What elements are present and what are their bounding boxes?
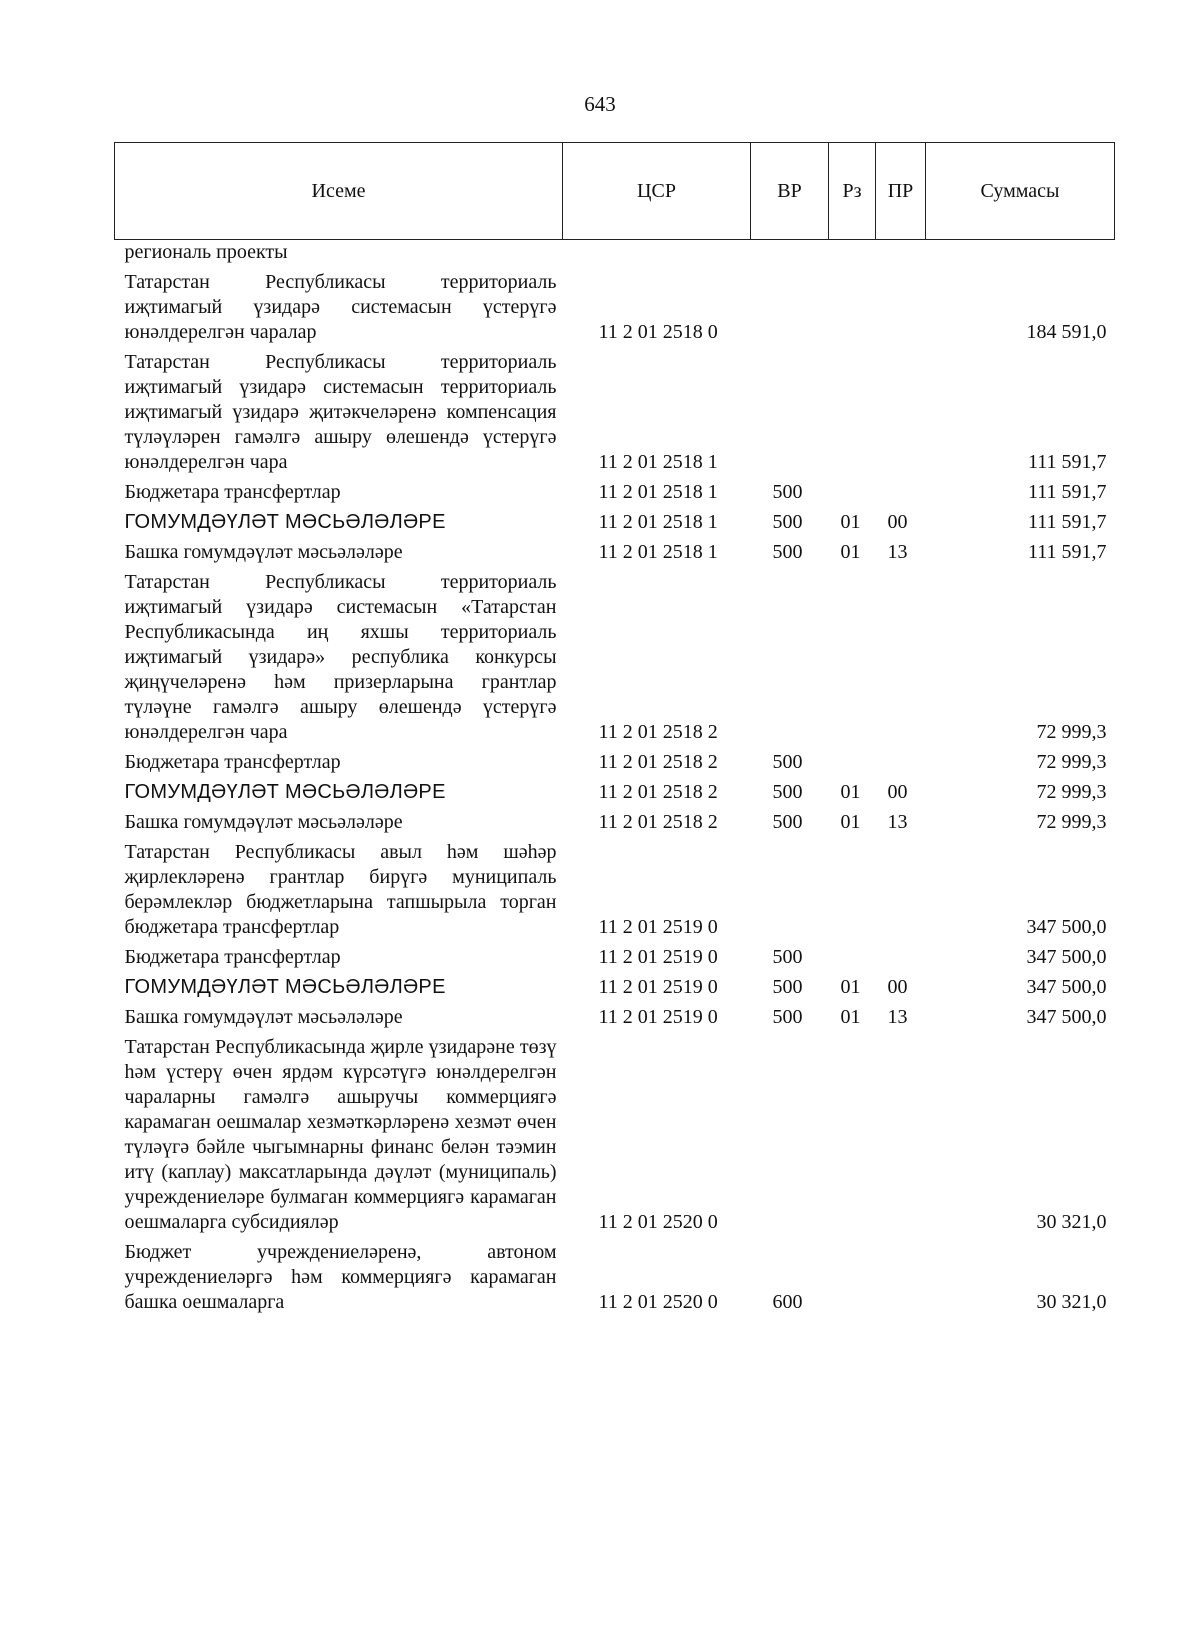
- row-sum: [926, 240, 1115, 271]
- table-row: [115, 240, 1115, 271]
- row-name: ГОМУМДӘҮЛӘТ МӘСЬӘЛӘЛӘРЕ: [124, 781, 446, 803]
- row-vr: [751, 840, 829, 945]
- table-row: [115, 1240, 1115, 1320]
- row-csr: [563, 240, 751, 271]
- header-sum: Суммасы: [926, 143, 1115, 240]
- row-vr: 500: [772, 976, 803, 998]
- row-name: региональ проекты: [124, 241, 288, 263]
- row-name: Башка гомумдәүләт мәсьәләләре: [124, 541, 403, 563]
- table-row: [115, 350, 1115, 480]
- row-csr: 11 2 01 2518 1: [598, 541, 718, 563]
- table-row: [115, 840, 1115, 945]
- row-pr: 00: [887, 781, 908, 803]
- row-rz: [829, 945, 876, 975]
- row-csr: 11 2 01 2519 0: [598, 976, 718, 998]
- row-name: Бюджетара трансфертлар: [124, 481, 341, 503]
- header-name: Исеме: [115, 143, 563, 240]
- row-pr: 00: [887, 511, 908, 533]
- row-rz: 01: [840, 811, 861, 833]
- row-sum: 184 591,0: [1026, 321, 1107, 343]
- row-pr: [876, 840, 926, 945]
- row-vr: 500: [772, 811, 803, 833]
- row-vr: [751, 350, 829, 480]
- row-pr: 13: [887, 811, 908, 833]
- row-sum: 72 999,3: [1036, 781, 1107, 803]
- row-rz: [829, 1240, 876, 1320]
- header-csr: ЦСР: [563, 143, 751, 240]
- row-csr: 11 2 01 2518 2: [598, 721, 718, 743]
- table-header: [115, 143, 1115, 240]
- header-vr: ВР: [751, 143, 829, 240]
- row-pr: [876, 1240, 926, 1320]
- table-row: [115, 480, 1115, 510]
- row-csr: 11 2 01 2518 2: [598, 751, 718, 773]
- row-rz: [829, 480, 876, 510]
- row-name: Татарстан Республикасы территориаль иҗтимагый үзидарә системасын үстерүгә юнәлдерелгән чаралар: [124, 271, 557, 343]
- row-vr: [751, 570, 829, 750]
- row-rz: 01: [840, 1006, 861, 1028]
- row-rz: [829, 350, 876, 480]
- table-row-section: [115, 510, 1115, 540]
- row-pr: 00: [887, 976, 908, 998]
- row-pr: [876, 750, 926, 780]
- page-number: 643: [584, 92, 616, 116]
- table-row: [115, 1035, 1115, 1240]
- table-row-section: [115, 975, 1115, 1005]
- row-name: Татарстан Республикасы территориаль иҗтимагый үзидарә системасын территориаль иҗтимагый үзидарә җитәкчеләренә компенсация түләүләрен гамәлгә ашыру өлешендә үстерүгә юнәлдерелгән чара: [124, 351, 557, 473]
- row-csr: 11 2 01 2519 0: [598, 1006, 718, 1028]
- row-name: Татарстан Республикасы территориаль иҗтимагый үзидарә системасын «Татарстан Республикасында иң яхшы территориаль иҗтимагый үзидарә» республика конкурсы җиңүчеләренә һәм призерларына грантлар түләүне гамәлгә ашыру өлешендә үстерүгә юнәлдерелгән чара: [124, 571, 557, 743]
- table-row: [115, 810, 1115, 840]
- row-sum: 347 500,0: [1026, 1006, 1107, 1028]
- row-vr: [751, 240, 829, 271]
- row-name: Башка гомумдәүләт мәсьәләләре: [124, 1006, 403, 1028]
- row-name: Бюджетара трансфертлар: [124, 751, 341, 773]
- row-sum: 347 500,0: [1026, 946, 1107, 968]
- row-name: Татарстан Республикасында җирле үзидарәне төзү һәм үстерү өчен ярдәм күрсәтүгә юнәлдерелгән чараларны гамәлгә ашыручы коммерциягә карамаган оешмалар хезмәткәрләренә хезмәт өчен түләүгә бәйле чыгымнарны финанс белән тәэмин итү (каплау) максатларында дәүләт (муниципаль) учреждениеләре булмаган коммерциягә карамаган оешмаларга субсидияләр: [124, 1036, 557, 1233]
- row-sum: 111 591,7: [1027, 511, 1107, 533]
- row-name: Татарстан Республикасы авыл һәм шәһәр җирлекләренә грантлар бирүгә муниципаль берәмлекләр бюджетларына тапшырыла торган бюджетара трансфертлар: [124, 841, 557, 938]
- row-sum: 30 321,0: [1036, 1291, 1107, 1313]
- row-rz: [829, 750, 876, 780]
- row-pr: [876, 350, 926, 480]
- row-csr: 11 2 01 2519 0: [598, 946, 718, 968]
- table-row: [115, 945, 1115, 975]
- row-sum: 72 999,3: [1036, 751, 1107, 773]
- row-rz: 01: [840, 541, 861, 563]
- row-vr: 500: [772, 751, 803, 773]
- row-csr: 11 2 01 2518 0: [598, 321, 718, 343]
- row-pr: [876, 945, 926, 975]
- row-pr: 13: [887, 1006, 908, 1028]
- row-rz: [829, 840, 876, 945]
- row-rz: 01: [840, 511, 861, 533]
- row-name: ГОМУМДӘҮЛӘТ МӘСЬӘЛӘЛӘРЕ: [124, 511, 446, 533]
- row-csr: 11 2 01 2518 2: [598, 811, 718, 833]
- row-pr: 13: [887, 541, 908, 563]
- row-sum: 347 500,0: [1026, 976, 1107, 998]
- row-sum: 111 591,7: [1027, 481, 1107, 503]
- row-name: Бюджетара трансфертлар: [124, 946, 341, 968]
- row-rz: [829, 570, 876, 750]
- header-rz: Рз: [829, 143, 876, 240]
- row-name: Бюджет учреждениеләренә, автоном учреждениеләргә һәм коммерциягә карамаган башка оешмаларга: [124, 1241, 557, 1313]
- row-rz: [829, 1035, 876, 1240]
- row-sum: 347 500,0: [1026, 916, 1107, 938]
- row-pr: [876, 480, 926, 510]
- table-row: [115, 570, 1115, 750]
- row-vr: 500: [772, 541, 803, 563]
- row-sum: 30 321,0: [1036, 1211, 1107, 1233]
- budget-table: [114, 142, 1115, 1320]
- table-row: [115, 1005, 1115, 1035]
- row-pr: [876, 1035, 926, 1240]
- row-csr: 11 2 01 2518 1: [598, 451, 718, 473]
- row-name: ГОМУМДӘҮЛӘТ МӘСЬӘЛӘЛӘРЕ: [124, 976, 446, 998]
- row-vr: 500: [772, 481, 803, 503]
- row-sum: 72 999,3: [1036, 721, 1107, 743]
- row-rz: [829, 240, 876, 271]
- table-row: [115, 540, 1115, 570]
- row-vr: 500: [772, 781, 803, 803]
- row-csr: 11 2 01 2520 0: [598, 1291, 718, 1313]
- row-csr: 11 2 01 2519 0: [598, 916, 718, 938]
- row-name: Башка гомумдәүләт мәсьәләләре: [124, 811, 403, 833]
- row-vr: 500: [772, 946, 803, 968]
- row-sum: 111 591,7: [1027, 541, 1107, 563]
- row-rz: 01: [840, 781, 861, 803]
- row-csr: 11 2 01 2518 2: [598, 781, 718, 803]
- row-sum: 111 591,7: [1027, 451, 1107, 473]
- header-pr: ПР: [876, 143, 926, 240]
- row-rz: [829, 270, 876, 350]
- table-body: [115, 240, 1115, 1321]
- row-pr: [876, 240, 926, 271]
- row-rz: 01: [840, 976, 861, 998]
- table-row: [115, 270, 1115, 350]
- row-sum: 72 999,3: [1036, 811, 1107, 833]
- row-pr: [876, 270, 926, 350]
- row-csr: 11 2 01 2518 1: [598, 481, 718, 503]
- row-vr: 500: [772, 1006, 803, 1028]
- row-vr: [751, 270, 829, 350]
- row-vr: [751, 1035, 829, 1240]
- row-vr: 500: [772, 511, 803, 533]
- table-row: [115, 750, 1115, 780]
- row-pr: [876, 570, 926, 750]
- row-csr: 11 2 01 2520 0: [598, 1211, 718, 1233]
- row-vr: 600: [772, 1291, 803, 1313]
- table-row-section: [115, 780, 1115, 810]
- row-csr: 11 2 01 2518 1: [598, 511, 718, 533]
